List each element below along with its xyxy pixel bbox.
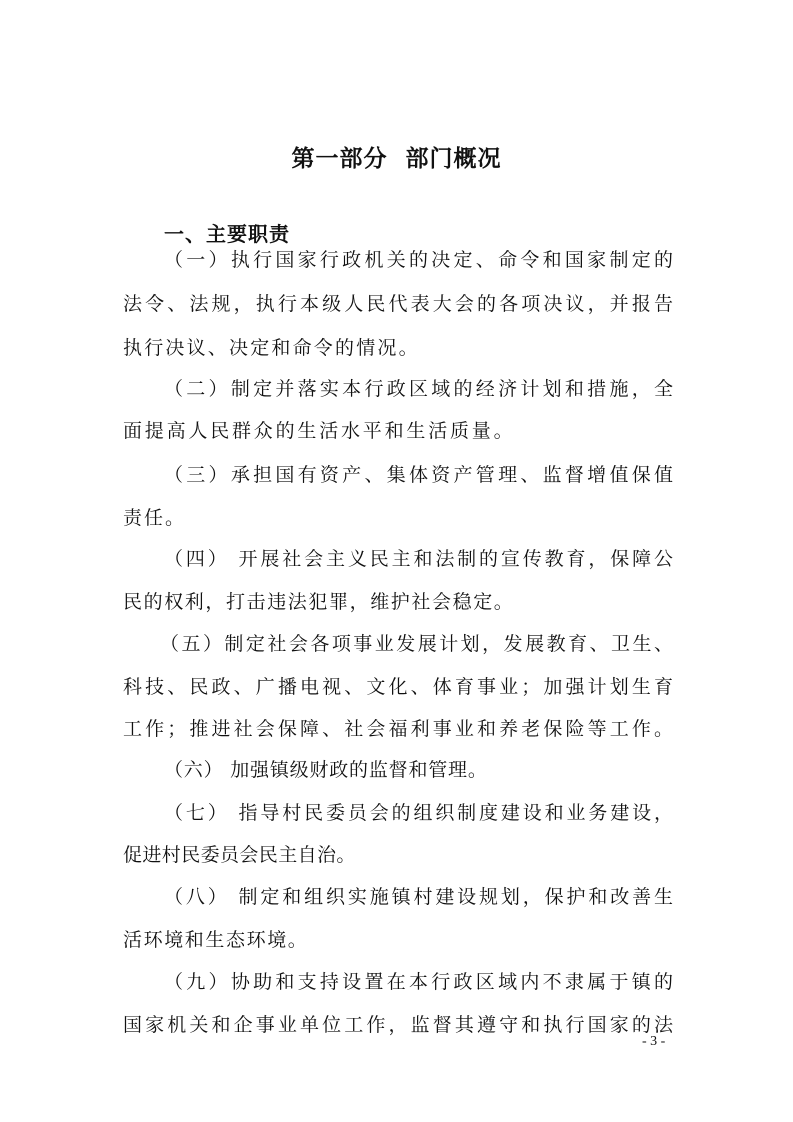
paragraph-line: 国家机关和企事业单位工作，监督其遵守和执行国家的法	[123, 1014, 673, 1036]
paragraph-line: 面提高人民群众的生活水平和生活质量。	[123, 420, 516, 442]
paragraph-line: 民的权利，打击违法犯罪，维护社会稳定。	[123, 591, 515, 613]
paragraph-line: （四） 开展社会主义民主和法制的宣传教育，保障公	[164, 548, 673, 570]
paragraph-line: （三）承担国有资产、集体资产管理、监督增值保值	[164, 464, 673, 486]
paragraph-line: （九）协助和支持设置在本行政区域内不隶属于镇的	[164, 971, 673, 993]
paragraph-line: 工作；推进社会保障、社会福利事业和养老保险等工作。	[123, 718, 673, 740]
paragraph-line: （七） 指导村民委员会的组织制度建设和业务建设，	[164, 802, 673, 824]
paragraph-line: 法令、法规，执行本级人民代表大会的各项决议，并报告	[123, 293, 673, 315]
paragraph-line: （六） 加强镇级财政的监督和管理。	[164, 759, 488, 781]
page-number: - 3 -	[642, 1034, 666, 1049]
section-heading: 一、主要职责	[164, 222, 290, 246]
paragraph-line: （五）制定社会各项事业发展计划，发展教育、卫生、	[160, 633, 673, 655]
paragraph-line: 活环境和生态环境。	[123, 929, 309, 951]
paragraph-line: 促进村民委员会民主自治。	[123, 844, 356, 866]
paragraph-line: （一）执行国家行政机关的决定、命令和国家制定的	[164, 249, 673, 271]
paragraph-line: 执行决议、决定和命令的情况。	[123, 337, 420, 359]
page-title: 第一部分 部门概况	[291, 146, 502, 172]
paragraph-line: （二）制定并落实本行政区域的经济计划和措施，全	[164, 378, 673, 400]
paragraph-line: 科技、民政、广播电视、文化、体育事业；加强计划生育	[123, 676, 673, 698]
paragraph-line: 责任。	[123, 507, 187, 529]
paragraph-line: （八） 制定和组织实施镇村建设规划，保护和改善生	[164, 886, 673, 908]
